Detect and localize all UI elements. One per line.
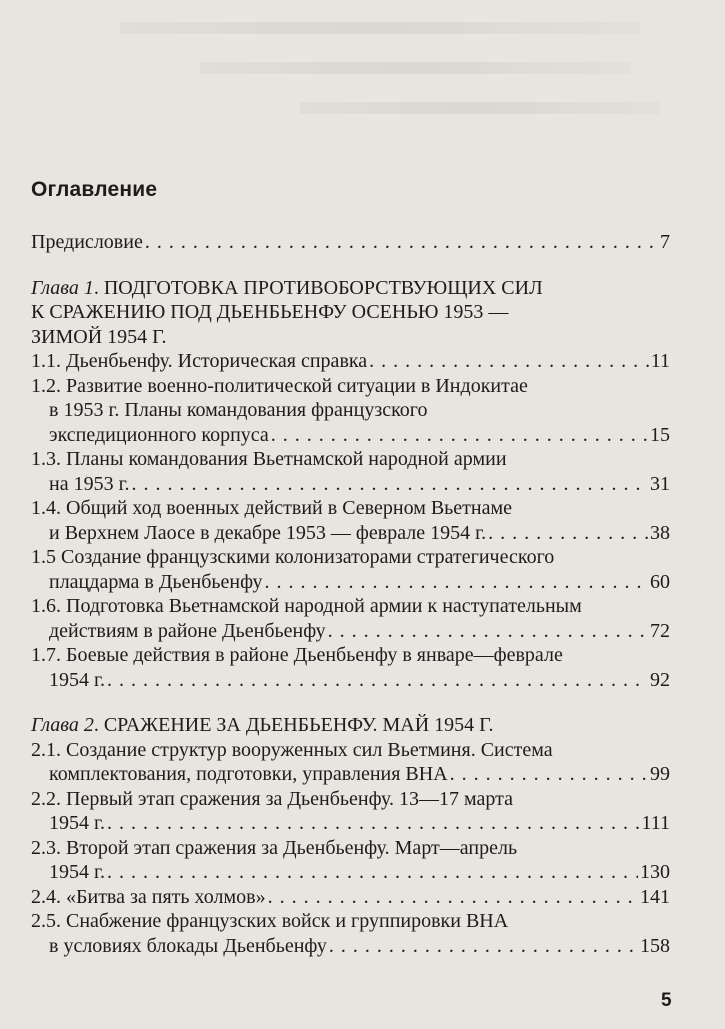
toc-entry-1-4[interactable] — [31, 496, 670, 545]
section-number: 1.5 — [31, 546, 56, 568]
page-ref: 130 — [640, 861, 670, 883]
entry-text: Предисловие — [31, 231, 143, 253]
page-ref: 72 — [650, 619, 670, 642]
page-ref: 15 — [650, 423, 670, 446]
entry-text: плацдарма в Дьенбьенфу — [49, 570, 263, 593]
entry-text: 1954 г. — [49, 861, 105, 883]
entry-text: действиям в районе Дьенбьенфу — [49, 619, 326, 642]
section-number: 1.6. — [31, 595, 61, 617]
section-number: 1.7. — [31, 644, 61, 666]
section-number: 2.1. — [31, 738, 61, 761]
toc-heading: Оглавление — [31, 178, 158, 201]
dot-leader — [369, 349, 649, 374]
entry-text: 1954 г. — [49, 812, 105, 834]
toc-entry-1-1[interactable] — [31, 349, 670, 374]
entry-text: Второй этап сражения за Дьенбьенфу. Март—апрель — [66, 836, 518, 859]
toc-entry-2-5[interactable] — [31, 909, 670, 958]
toc-entry-2-2[interactable] — [31, 787, 670, 836]
toc-entry-1-3[interactable] — [31, 447, 670, 496]
entry-text: Подготовка Вьетнамской народной армии к наступательным — [66, 595, 582, 617]
entry-text: и Верхнем Лаосе в декабре 1953 — феврале 1954 г. — [49, 521, 487, 544]
page-ref: 11 — [650, 350, 670, 372]
page-ref: 31 — [650, 472, 670, 495]
page-ref: 111 — [641, 812, 670, 834]
section-number: 2.5. — [31, 910, 61, 932]
chapter-title-line: . ПОДГОТОВКА ПРОТИВОБОРСТВУЮЩИХ СИЛ — [93, 276, 543, 299]
toc-entry-preface[interactable] — [31, 230, 670, 255]
page-ref: 158 — [640, 934, 670, 957]
entry-text: Развитие военно-политической ситуации в Индокитае — [66, 374, 528, 397]
page-ref: 92 — [650, 668, 670, 691]
dot-leader — [271, 423, 648, 448]
entry-text: Планы командования Вьетнамской народной армии — [66, 448, 507, 470]
dot-leader — [132, 472, 648, 497]
chapter-2-heading[interactable] — [31, 713, 670, 738]
page-ref: 7 — [660, 231, 670, 253]
dot-leader — [328, 619, 648, 644]
chapter-prefix: Глава 2 — [31, 714, 94, 736]
section-number: 1.4. — [31, 497, 61, 519]
toc-entry-1-7[interactable] — [31, 643, 670, 692]
section-number: 1.3. — [31, 448, 61, 470]
page-ref: 99 — [650, 763, 670, 785]
toc-entry-1-6[interactable] — [31, 594, 670, 643]
entry-text: Дьенбьенфу. Историческая справка — [66, 350, 368, 372]
chapter-prefix: Глава 1 — [31, 276, 94, 299]
section-number: 2.3. — [31, 836, 61, 859]
entry-text: экспедиционного корпуса — [49, 423, 269, 446]
entry-text: Общий ход военных действий в Северном Вьетнаме — [66, 497, 513, 519]
dot-leader — [107, 811, 640, 836]
section-number: 2.2. — [31, 787, 61, 810]
entry-text: комплектования, подготовки, управления ВНА — [49, 763, 448, 785]
toc-entry-1-2[interactable] — [31, 374, 670, 448]
dot-leader — [107, 668, 648, 693]
dot-leader — [268, 885, 638, 910]
section-number: 1.1. — [31, 350, 61, 372]
page-ref: 141 — [640, 885, 670, 908]
chapter-title-line: К СРАЖЕНИЮ ПОД ДЬЕНБЬЕНФУ ОСЕНЬЮ 1953 — — [31, 301, 509, 323]
section-number: 2.4. — [31, 885, 61, 908]
page-ref: 38 — [650, 521, 670, 544]
dot-leader — [265, 570, 648, 595]
toc-entry-1-5[interactable] — [31, 545, 670, 594]
dot-leader — [329, 934, 638, 959]
entry-text: «Битва за пять холмов» — [66, 885, 266, 908]
bleed-through-mark — [300, 102, 660, 114]
entry-text: Создание французскими колонизаторами стратегического — [61, 546, 555, 568]
entry-text: Боевые действия в районе Дьенбьенфу в январе—феврале — [66, 644, 563, 666]
chapter-1-heading[interactable] — [31, 276, 670, 350]
chapter-title-line: . СРАЖЕНИЕ ЗА ДЬЕНБЬЕНФУ. МАЙ 1954 Г. — [93, 714, 494, 736]
section-number: 1.2. — [31, 374, 61, 397]
dot-leader — [450, 762, 648, 787]
dot-leader — [488, 521, 648, 546]
chapter-title-line: ЗИМОЙ 1954 Г. — [31, 325, 167, 348]
entry-text: на 1953 г. — [49, 472, 130, 495]
bleed-through-mark — [120, 22, 640, 34]
toc-entry-2-4[interactable] — [31, 885, 670, 910]
toc-entry-2-3[interactable] — [31, 836, 670, 885]
entry-text: Создание структур вооруженных сил Вьетминя. Система — [66, 738, 553, 761]
bleed-through-mark — [200, 62, 630, 74]
dot-leader — [145, 230, 658, 255]
toc-entry-2-1[interactable] — [31, 738, 670, 787]
entry-text: 1954 г. — [49, 668, 105, 691]
page-number: 5 — [661, 990, 672, 1011]
entry-text: в 1953 г. Планы командования французского — [49, 399, 428, 421]
dot-leader — [107, 860, 638, 885]
entry-text: Снабжение французских войск и группировки ВНА — [66, 910, 509, 932]
table-of-contents — [31, 230, 670, 958]
entry-text: в условиях блокады Дьенбьенфу — [49, 934, 327, 957]
page-ref: 60 — [650, 570, 670, 593]
entry-text: Первый этап сражения за Дьенбьенфу. 13—17 марта — [66, 787, 514, 810]
